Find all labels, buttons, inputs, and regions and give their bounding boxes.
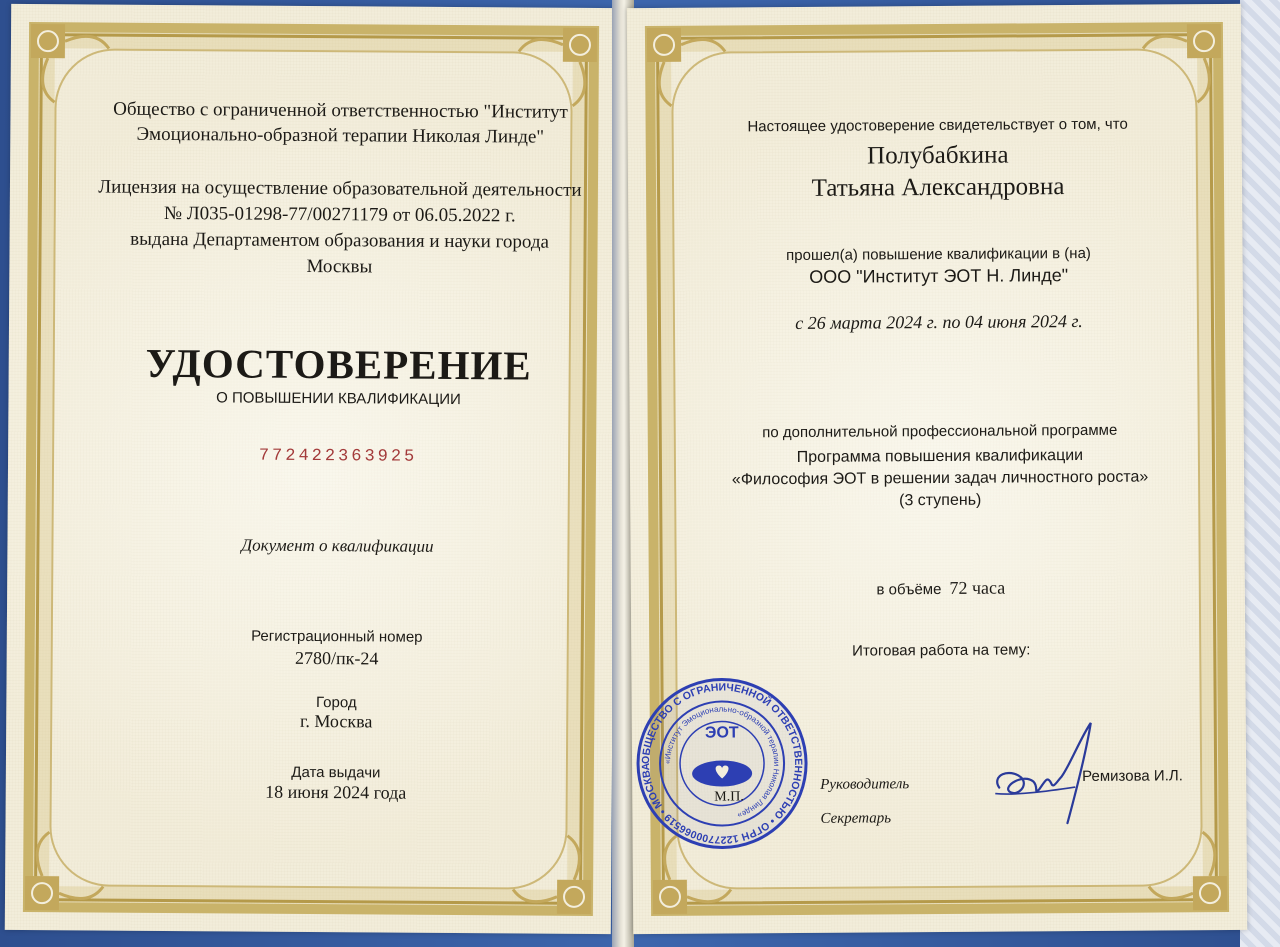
license-info bbox=[69, 174, 610, 282]
svg-text:ЭОТ: ЭОТ bbox=[704, 724, 739, 742]
registration-label: Регистрационный номер bbox=[251, 627, 423, 646]
license-line: № Л035-01298-77/00271179 от 06.05.2022 г. bbox=[163, 202, 516, 227]
corner-ornament-icon bbox=[641, 21, 732, 112]
issue-date-label: Дата выдачи bbox=[291, 763, 381, 782]
program-line: (3 ступень) bbox=[899, 491, 982, 510]
holder-given-names: Татьяна Александровна bbox=[811, 173, 1065, 202]
stamp-text-ring bbox=[633, 675, 810, 852]
holder-surname: Полубабкина bbox=[867, 141, 1009, 170]
secretary-label: Секретарь bbox=[820, 810, 892, 827]
program-line: Программа повышения квалификации bbox=[796, 446, 1084, 466]
corner-ornament-icon bbox=[1137, 18, 1228, 109]
license-line: выдана Департаментом образования и науки города bbox=[130, 228, 550, 253]
city-label: Город bbox=[316, 694, 357, 712]
serial-number: 772422363925 bbox=[258, 446, 418, 467]
left-page bbox=[5, 4, 617, 934]
issue-date: 18 июня 2024 года bbox=[265, 781, 407, 803]
program-line: «Философия ЭОТ в решении задач личностного роста» bbox=[731, 468, 1149, 489]
program-label: по дополнительной профессиональной программе bbox=[762, 421, 1118, 442]
license-line: Москвы bbox=[306, 255, 373, 278]
registration-number: 2780/пк-24 bbox=[294, 647, 379, 669]
corner-ornament-icon bbox=[25, 18, 116, 109]
certificate-subtitle: О ПОВЫШЕНИИ КВАЛИФИКАЦИИ bbox=[216, 389, 461, 409]
certificate-title: УДОСТОВЕРЕНИЕ bbox=[145, 339, 532, 389]
corner-ornament-icon bbox=[1143, 826, 1234, 917]
stamp-inner-text: «Институт Эмоционально-образной терапии Николая Линде» bbox=[663, 704, 782, 821]
organization-name bbox=[70, 96, 610, 150]
stamp-mark: М.П. bbox=[714, 789, 744, 805]
head-name: Ремизова И.Л. bbox=[1082, 767, 1183, 785]
volume-label: в объёме bbox=[876, 580, 942, 599]
city-value: г. Москва bbox=[299, 710, 373, 732]
training-period: с 26 марта 2024 г. по 04 июня 2024 г. bbox=[795, 310, 1083, 333]
volume-hours: 72 часа bbox=[949, 577, 1006, 598]
intro-text: Настоящее удостоверение свидетельствует о том, что bbox=[747, 115, 1128, 136]
institution-name: ООО "Институт ЭОТ Н. Линде" bbox=[809, 265, 1069, 287]
corner-ornament-icon bbox=[19, 826, 110, 917]
stamp-outer-text: ОБЩЕСТВО С ОГРАНИЧЕННОЙ ОТВЕТСТВЕННОСТЬЮ • ОГРН 1227700066519 • МОСКВА bbox=[639, 681, 805, 846]
organization-line: Эмоционально-образной терапии Николая Линде" bbox=[136, 123, 545, 148]
license-line: Лицензия на осуществление образовательной деятельности bbox=[98, 176, 582, 201]
corner-ornament-icon bbox=[513, 21, 604, 112]
final-work-label: Итоговая работа на тему: bbox=[852, 641, 1031, 660]
head-label: Руководитель bbox=[820, 776, 910, 793]
right-page bbox=[627, 4, 1247, 934]
document-type: Документ о квалификации bbox=[241, 535, 434, 556]
corner-ornament-icon bbox=[507, 829, 598, 920]
volume-row bbox=[691, 576, 1191, 600]
organization-line: Общество с ограниченной ответственностью "Институт bbox=[113, 98, 568, 123]
passed-text: прошел(а) повышение квалификации в (на) bbox=[786, 244, 1091, 265]
